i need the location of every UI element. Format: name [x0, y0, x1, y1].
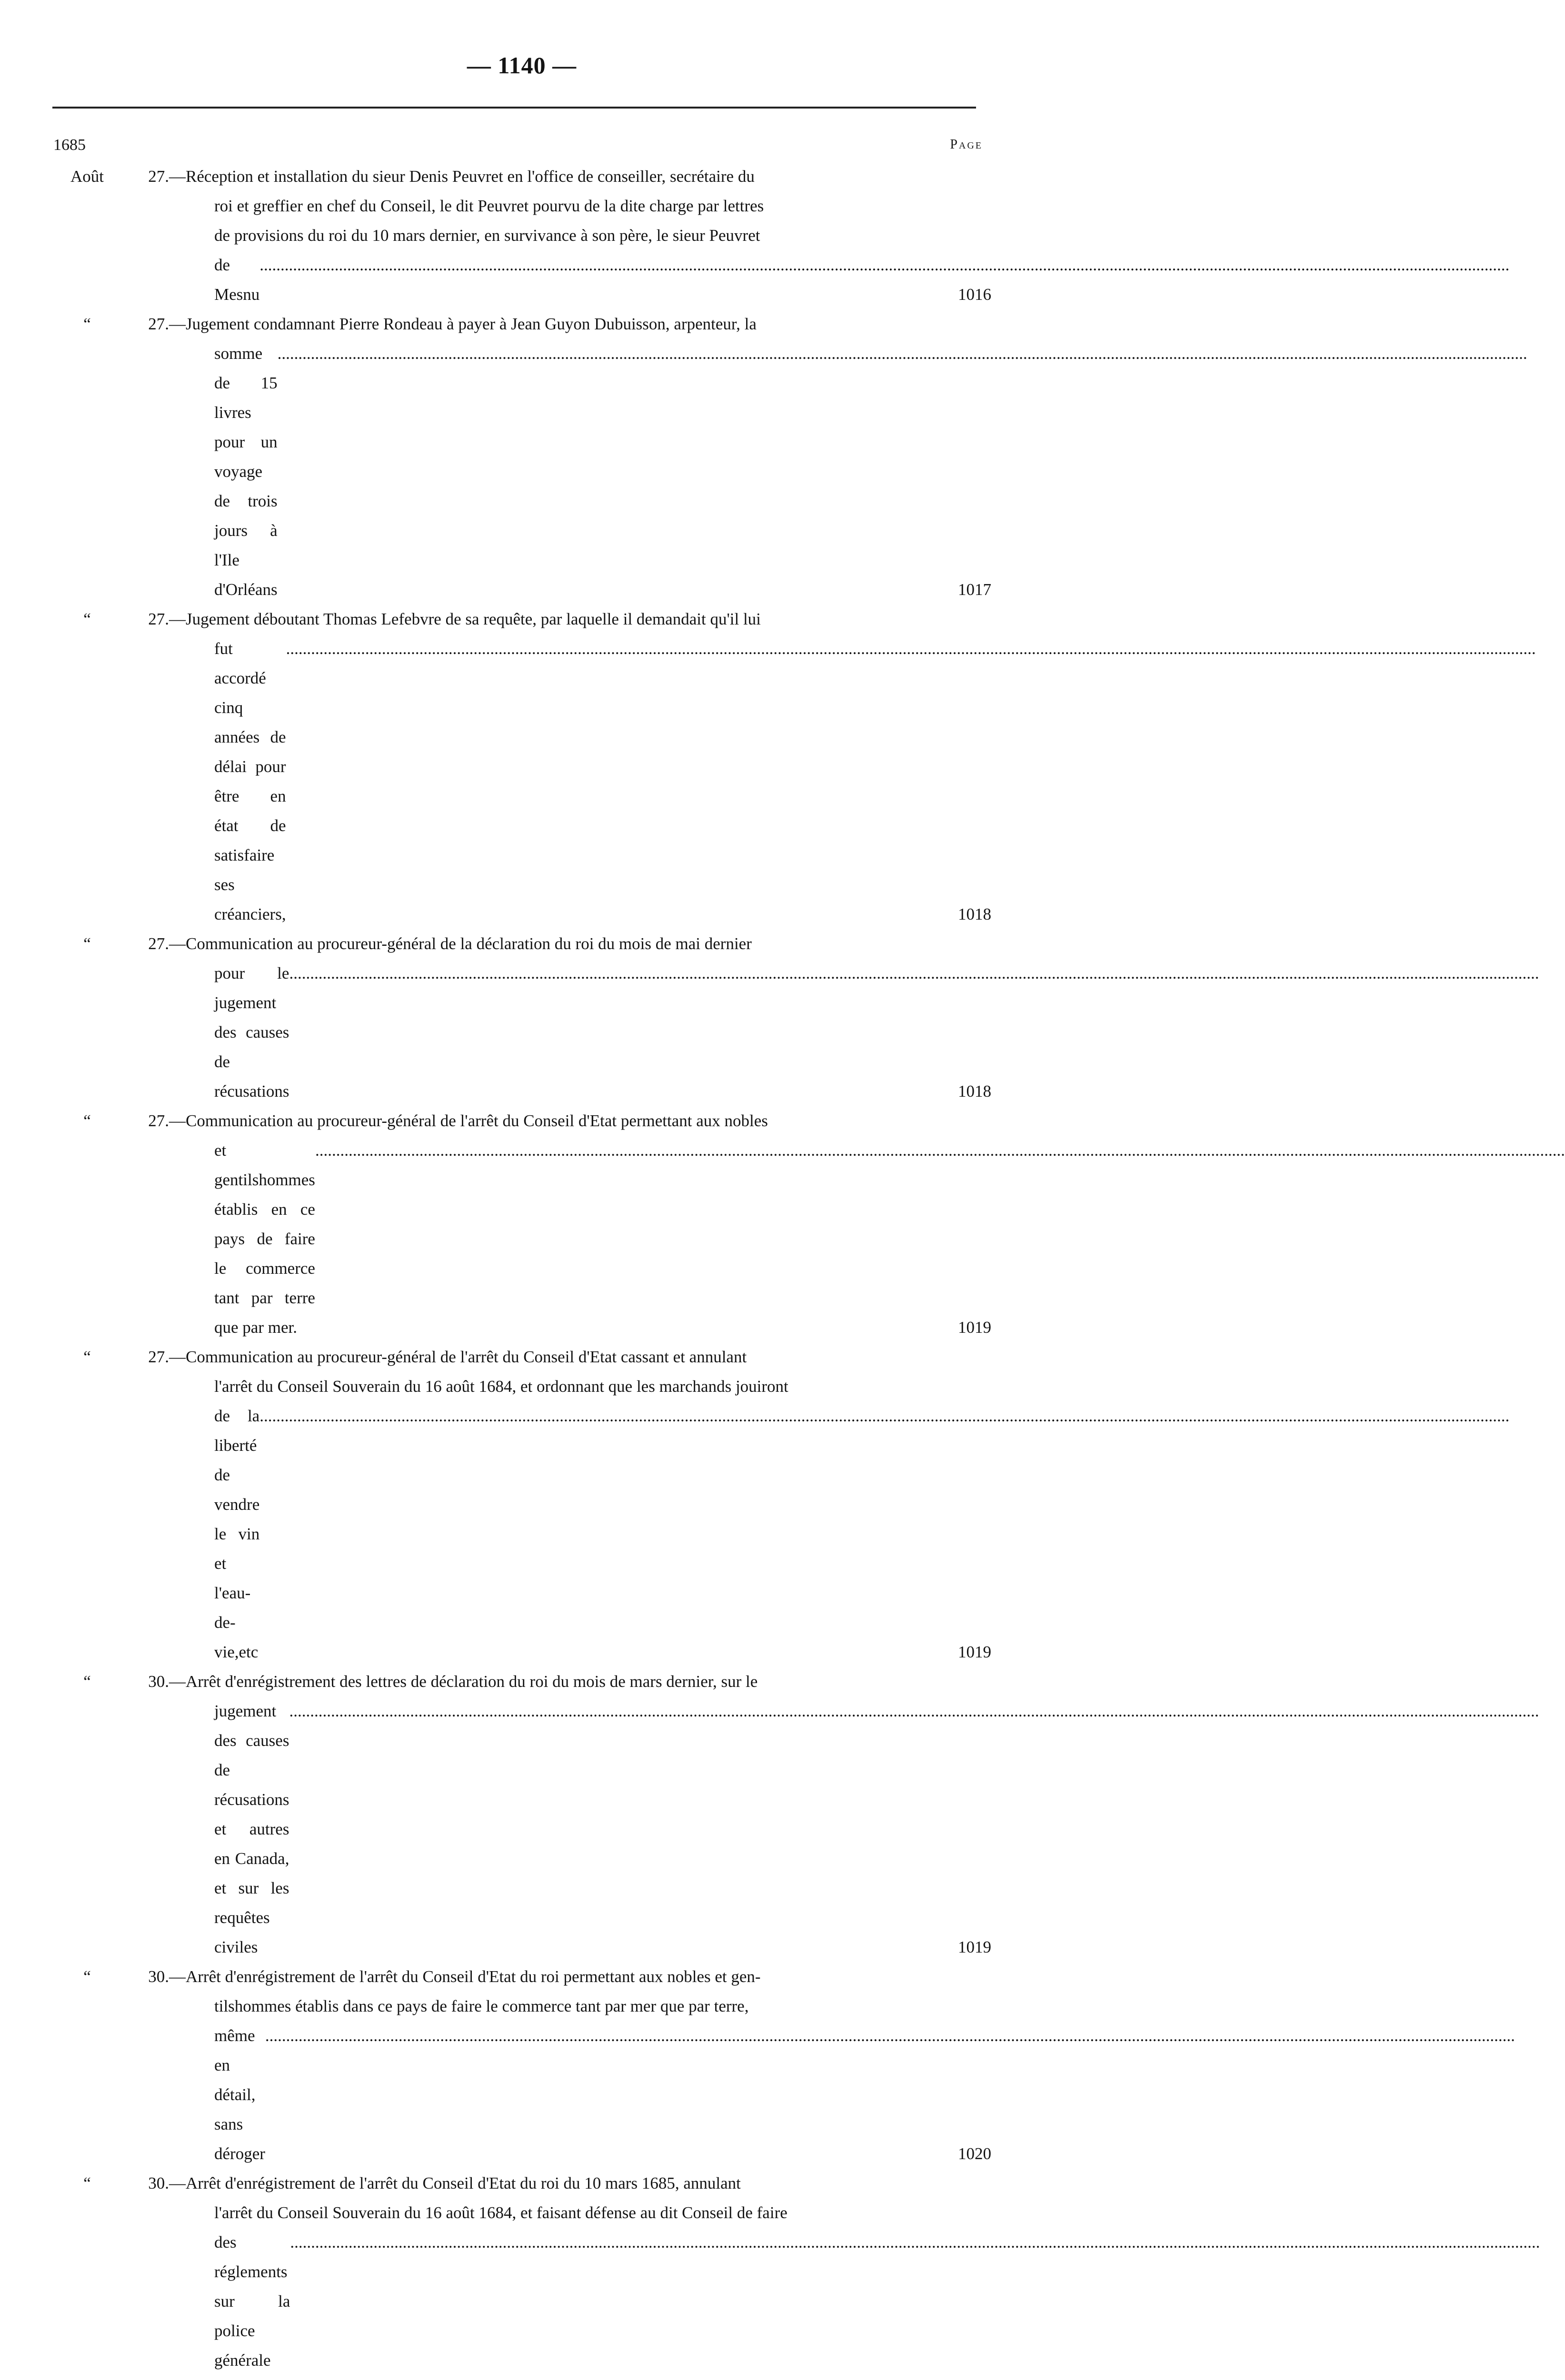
entry-month: “: [83, 1967, 91, 1986]
page-column-header: Page: [950, 137, 983, 152]
entry-day: 27.—: [148, 1348, 186, 1366]
entry-line: roi et greffier en chef du Conseil, le dit Peuvret pourvu de la dite charge par lettres: [214, 197, 764, 215]
entry-day: 30.—: [148, 2174, 186, 2192]
entry-page-ref: 1019: [958, 1938, 991, 1956]
index-entry: [0, 605, 1536, 929]
index-entry: [0, 1342, 1510, 1667]
entry-line: Jugement condamnant Pierre Rondeau à payer à Jean Guyon Dubuisson, arpenteur, la: [186, 315, 757, 333]
header-rule: [52, 107, 976, 109]
entry-month: “: [83, 1111, 91, 1130]
entry-day: 27.—: [148, 610, 186, 628]
entry-day: 27.—: [148, 167, 186, 186]
entry-last-line: [186, 2228, 1540, 2380]
entry-line: Arrêt d'enrégistrement de l'arrêt du Conseil d'Etat du roi du 10 mars 1685, annulant: [186, 2174, 741, 2192]
index-entry: [0, 1106, 1565, 1342]
entry-day: 27.—: [148, 1111, 186, 1130]
entry-line: et gentilshommes établis en ce pays de faire le commerce tant par terre que par mer.: [214, 1141, 315, 1337]
entry-month: “: [83, 2174, 91, 2192]
entry-page-ref: 1016: [958, 285, 991, 304]
index-entry: [0, 2169, 1540, 2380]
leader-dots: ............................................................................................................................................................................................................................................................................................................: [277, 344, 1527, 363]
entry-list: [0, 162, 1565, 2380]
index-entry: [0, 1962, 1515, 2169]
entry-line: jugement des causes de récusations et autres en Canada, et sur les requêtes civiles: [214, 1702, 289, 1956]
index-entry: [0, 1667, 1539, 1962]
page-number: — 1140 —: [467, 52, 577, 79]
leader-dots: ............................................................................................................................................................................................................................................................................................................: [315, 1141, 1565, 1160]
entry-line: même en détail, sans déroger: [214, 2026, 265, 2163]
entry-line: Jugement déboutant Thomas Lefebvre de sa requête, par laquelle il demandait qu'il lui: [186, 610, 761, 628]
entry-line: Communication au procureur-général de l'arrêt du Conseil d'Etat cassant et annulant: [186, 1348, 747, 1366]
entry-day: 30.—: [148, 1967, 186, 1986]
entry-line: Communication au procureur-général de l'arrêt du Conseil d'Etat permettant aux nobles: [186, 1111, 768, 1130]
entry-line: Arrêt d'enrégistrement des lettres de déclaration du roi du mois de mars dernier, sur le: [186, 1672, 758, 1691]
entry-line: l'arrêt du Conseil Souverain du 16 août 1684, et faisant défense au dit Conseil de faire: [214, 2203, 787, 2222]
entry-line: Réception et installation du sieur Denis Peuvret en l'office de conseiller, secrétaire du: [186, 167, 755, 186]
leader-dots: ............................................................................................................................................................................................................................................................................................................: [289, 1702, 1539, 1720]
entry-line: Arrêt d'enrégistrement de l'arrêt du Conseil d'Etat du roi permettant aux nobles et gen-: [186, 1967, 761, 1986]
entry-day: 30.—: [148, 1672, 186, 1691]
entry-page-ref: 1017: [958, 580, 991, 599]
entry-text: [186, 2169, 1540, 2380]
entry-month: “: [83, 1348, 91, 1366]
entry-page-ref: 1019: [958, 1318, 991, 1337]
entry-page-ref: 1020: [958, 2144, 991, 2163]
leader-dots: ............................................................................................................................................................................................................................................................................................................: [286, 639, 1536, 658]
index-entry: [0, 162, 1510, 309]
entry-month: “: [83, 1672, 91, 1691]
year-heading: 1685: [53, 136, 86, 154]
leader-dots: ............................................................................................................................................................................................................................................................................................................: [290, 2233, 1540, 2251]
entry-line: des réglements sur la police générale: [214, 2233, 290, 2370]
entry-day: 27.—: [148, 934, 186, 953]
entry-month: Août: [70, 167, 104, 186]
leader-dots: ............................................................................................................................................................................................................................................................................................................: [259, 256, 1510, 274]
entry-month: “: [83, 610, 91, 628]
entry-line: tilshommes établis dans ce pays de faire le commerce tant par mer que par terre,: [214, 1997, 749, 2015]
leader-dots: ............................................................................................................................................................................................................................................................................................................: [265, 2026, 1515, 2045]
entry-line: de provisions du roi du 10 mars dernier, en survivance à son père, le sieur Peuvret: [214, 226, 760, 245]
entry-line: somme de 15 livres pour un voyage de trois jours à l'Ile d'Orléans: [214, 344, 278, 599]
leader-dots: ............................................................................................................................................................................................................................................................................................................: [259, 1407, 1510, 1425]
entry-line: de la liberté de vendre le vin et l'eau-de-vie,etc: [214, 1407, 260, 1661]
entry-month: “: [83, 315, 91, 333]
entry-line: pour le jugement des causes de récusations: [214, 964, 289, 1101]
entry-day: 27.—: [148, 315, 186, 333]
entry-line: Communication au procureur-général de la déclaration du roi du mois de mai dernier: [186, 934, 752, 953]
entry-page-ref: 1018: [958, 1082, 991, 1101]
entry-page-ref: 1019: [958, 1643, 991, 1661]
leader-dots: ............................................................................................................................................................................................................................................................................................................: [289, 964, 1539, 982]
index-entry: [0, 309, 1527, 605]
entry-month: “: [83, 934, 91, 953]
entry-line: l'arrêt du Conseil Souverain du 16 août 1684, et ordonnant que les marchands jouiront: [214, 1377, 788, 1396]
entry-line: de Mesnu: [214, 256, 260, 304]
index-entry: [0, 929, 1539, 1106]
entry-page-ref: 1018: [958, 905, 991, 923]
entry-line: fut accordé cinq années de délai pour être en état de satisfaire ses créanciers,: [214, 639, 286, 923]
